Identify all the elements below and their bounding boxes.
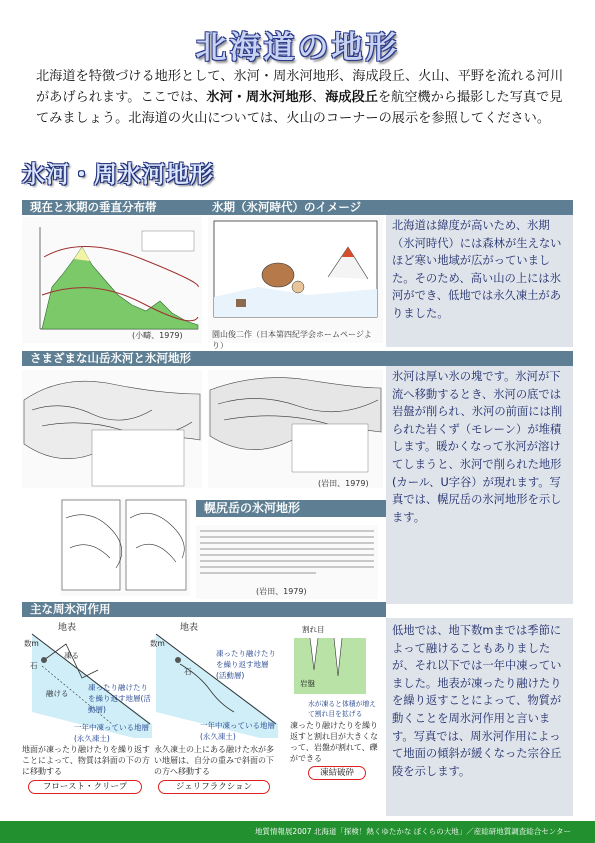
footer-credit: 地質情報展2007 北海道「探検！熱くゆたかな ぼくらの大地」／産総研地質調査総合センター <box>254 827 571 836</box>
row2-text-panel <box>386 366 573 604</box>
label-surface-2: 地表 <box>180 623 199 633</box>
label-active-layer-1: 凍ったり融けたりを繰り返す地層(活動層) <box>88 683 151 714</box>
gelifluction-description: 永久凍土の上にある融けた水が多い地層は、自分の重みで斜面の下の方へ移動する <box>154 745 274 776</box>
label-thaw-1: 融ける <box>46 689 69 698</box>
label-depth-2: 数m <box>150 639 165 648</box>
tag-frost-shattering: 凍結破砕 <box>308 766 366 780</box>
intro-bold-1: 氷河・周氷河地形 <box>206 90 312 105</box>
label-depth-1: 数m <box>24 639 39 648</box>
poroshiri-bar: 幌尻岳の氷河地形 <box>196 500 386 517</box>
label-permafrost-2: 一年中凍っている地層(永久凍土) <box>200 721 275 741</box>
ice-age-illustration-image <box>208 217 383 350</box>
frost-shattering-description: 凍ったり融けたりを繰り返すと割れ目が大きくなって、岩盤が割れて、礫ができる <box>290 721 378 763</box>
row1-text-panel <box>386 215 573 347</box>
label-surface-1: 地表 <box>58 623 77 633</box>
frost-shattering-diagram <box>284 620 378 796</box>
tag-frost-creep: フロースト・クリープ <box>28 780 142 794</box>
glacier-sketch-a <box>22 370 202 488</box>
poroshiri-table-image <box>196 525 378 599</box>
footer-bar <box>0 821 595 843</box>
bar-ice-age-image: 氷期（氷河時代）のイメージ <box>212 200 362 214</box>
poroshiri-map-image <box>60 498 190 596</box>
row3-bar: 主な周氷河作用 <box>22 602 386 617</box>
page-title: 北海道の地形 <box>195 30 400 66</box>
frost-creep-diagram <box>22 620 152 796</box>
row2-bar: さまざまな山岳氷河と氷河地形 <box>22 351 386 366</box>
gelifluction-diagram <box>150 620 278 796</box>
poroshiri-map-sketch <box>60 498 190 596</box>
poroshiri-text-block <box>196 525 378 585</box>
vertical-zone-chart-image <box>22 217 202 343</box>
row2-bar-right <box>386 351 573 366</box>
label-crack: 割れ目 <box>302 625 325 634</box>
intro-text-1: 北海道を特徴づける地形として、氷河・周氷河地形、海成段丘、火山、平野を流れる河川があげられます。ここでは、 <box>36 69 564 105</box>
intro-sep: 、 <box>311 90 326 105</box>
label-active-layer-2: 凍ったり融けたりを繰り返す地層(活動層) <box>216 649 276 680</box>
vertical-zone-figure <box>22 217 202 343</box>
mountain-glacier-map-a <box>22 370 202 488</box>
bar-vertical-zones: 現在と氷期の垂直分布帯 <box>30 200 157 214</box>
intro-paragraph <box>36 66 566 129</box>
row3-description: 低地では、地下数mまでは季節によって融けることもありましたが、それ以下では一年中凍っていました。地表が凍ったり融けたりを繰り返すことによって、物質が動くことを周氷河作用と言います。写真では、周氷河作用によって地面の傾斜が緩くなった宗谷丘陵を示します。 <box>392 624 562 778</box>
intro-text-2: を航空機から撮影した写真で見てみましょう。北海道の火山については、火山のコーナーの展示を参照してください。 <box>36 90 563 126</box>
label-permafrost-1: 一年中凍っている地層(永久凍土) <box>74 723 149 743</box>
label-rock: 岩盤 <box>300 679 315 688</box>
row1-description: 北海道は緯度が高いため、氷期（氷河時代）には森林が生えないほど寒い地域が広がっていました。そのため、高い山の上には氷河ができ、低地では永久凍土がありました。 <box>392 219 562 320</box>
section-title: 氷河・周氷河地形 <box>22 162 214 188</box>
frost-creep-description: 地面が凍ったり融けたりを繰り返すことによって、物質は斜面の下の方に移動する <box>22 745 150 776</box>
caption-iwata-1: (岩田、1979) <box>318 479 369 488</box>
caption-iwata-2: (岩田、1979) <box>256 587 307 596</box>
intro-bold-2: 海成段丘 <box>325 90 378 105</box>
row1-bar-right <box>386 200 573 215</box>
glacier-sketch-b <box>208 370 383 480</box>
frost-shattering-rock <box>284 620 378 700</box>
caption-sonoyama: 園山俊二作（日本第四紀学会ホームページより） <box>212 330 372 350</box>
row3-text-panel <box>386 618 573 816</box>
label-ice-expansion: 水が凍ると体積が増えて割れ目を拡げる <box>308 700 376 718</box>
mountain-glacier-map-b <box>208 370 383 488</box>
label-stone-2: 石 <box>184 667 192 676</box>
ice-age-cartoon <box>208 217 383 327</box>
label-stone-1: 石 <box>30 661 38 670</box>
row1-bar <box>22 200 386 215</box>
caption-koaze: (小疇、1979) <box>132 331 183 340</box>
tag-gelifluction: ジェリフラクション <box>158 780 270 794</box>
label-freeze-1: 凍る <box>64 651 79 660</box>
row2-description: 氷河は厚い氷の塊です。氷河が下流へ移動するとき、氷河の底では岩盤が削られ、氷河の前面には削られた岩くず（モレーン）が堆積します。暖かくなって氷河が溶けてしまうと、氷河で削られた地形(カール、U字谷）が現れます。写真では、幌尻岳の氷河地形を示します。 <box>392 370 563 524</box>
